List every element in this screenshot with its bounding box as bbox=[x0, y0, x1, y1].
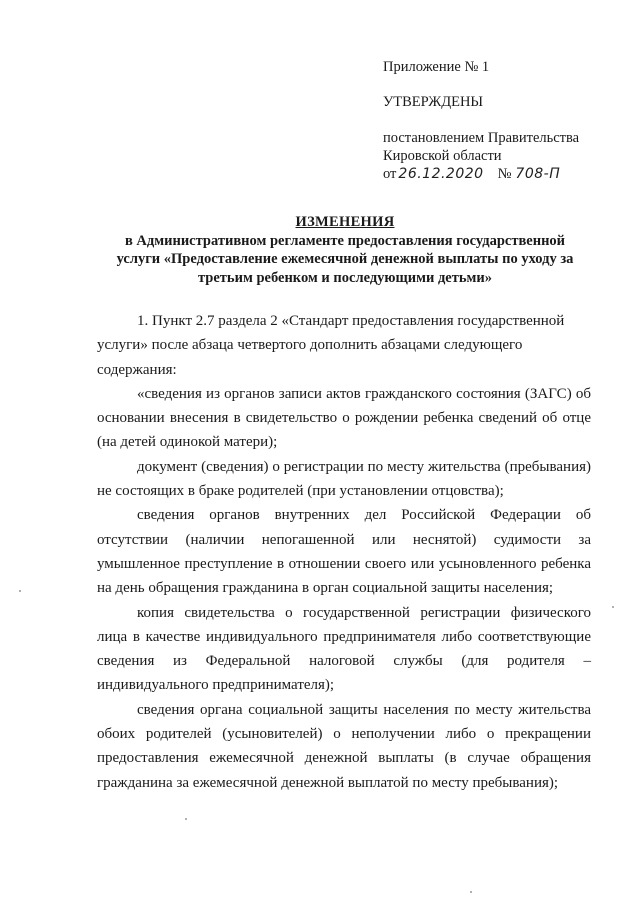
scan-speck bbox=[470, 891, 472, 893]
handwritten-number: 708-П bbox=[515, 166, 561, 182]
title-line-1: в Административном регламенте предоставления государственной bbox=[124, 232, 566, 249]
decree-line-2: Кировской области bbox=[383, 148, 502, 164]
paragraph-4: сведения органов внутренних дел Российской Федерации об отсутствии (наличии непогашенной или неснятой) судимости за умышленное преступление в отношении своего или усыновленного ребенка на день обращения гражданина в орган социальной защиты населения; bbox=[97, 507, 591, 597]
title-line-2: услуги «Предоставление ежемесячной денежной выплаты по уходу за bbox=[116, 251, 574, 267]
paragraph-1-line-3: содержания: bbox=[97, 361, 177, 378]
paragraph-3: документ (сведения) о регистрации по месту жительства (пребывания) не состоящих в браке родителей (при установлении отцовства); bbox=[97, 458, 591, 500]
paragraph-6: сведения органа социальной защиты населения по месту жительства обоих родителей (усыновителей) о неполучении либо о прекращении предоставления ежемесячной денежной выплаты (в случае обращения гражданина за ежемесячной денежной выплатой по месту пребывания); bbox=[97, 701, 591, 791]
decree-line-1: постановлением Правительства bbox=[383, 130, 580, 146]
handwritten-date: 26.12.2020 bbox=[398, 166, 484, 182]
paragraph-1-line-2: услуги» после абзаца четвертого дополнить абзацами следующего bbox=[97, 337, 523, 354]
title-main: ИЗМЕНЕНИЯ bbox=[295, 214, 395, 230]
scan-speck bbox=[185, 818, 187, 820]
scan-speck bbox=[19, 590, 21, 592]
appendix-label: Приложение № 1 bbox=[383, 59, 490, 75]
title-line-3: третьим ребенком и последующими детьми» bbox=[198, 269, 492, 286]
approved-label: УТВЕРЖДЕНЫ bbox=[383, 94, 484, 110]
document-body bbox=[97, 309, 591, 795]
document-title bbox=[95, 213, 595, 287]
paragraph-1-line-1: 1. Пункт 2.7 раздела 2 «Стандарт предоставления государственной bbox=[137, 313, 565, 329]
number-sign: № bbox=[497, 166, 512, 182]
paragraph-2: «сведения из органов записи актов гражданского состояния (ЗАГС) об основании внесения в свидетельство о рождении ребенка сведений об отце (на детей одинокой матери); bbox=[97, 385, 591, 451]
scan-speck bbox=[612, 606, 614, 608]
approval-block bbox=[383, 58, 633, 183]
from-prefix: от bbox=[383, 166, 397, 182]
paragraph-5: копия свидетельства о государственной регистрации физического лица в качестве индивидуального предпринимателя либо соответствующие сведения из Федеральной налоговой службы (для родителя – индивидуального предпринимателя); bbox=[97, 604, 591, 694]
decree-date-number bbox=[383, 165, 633, 183]
